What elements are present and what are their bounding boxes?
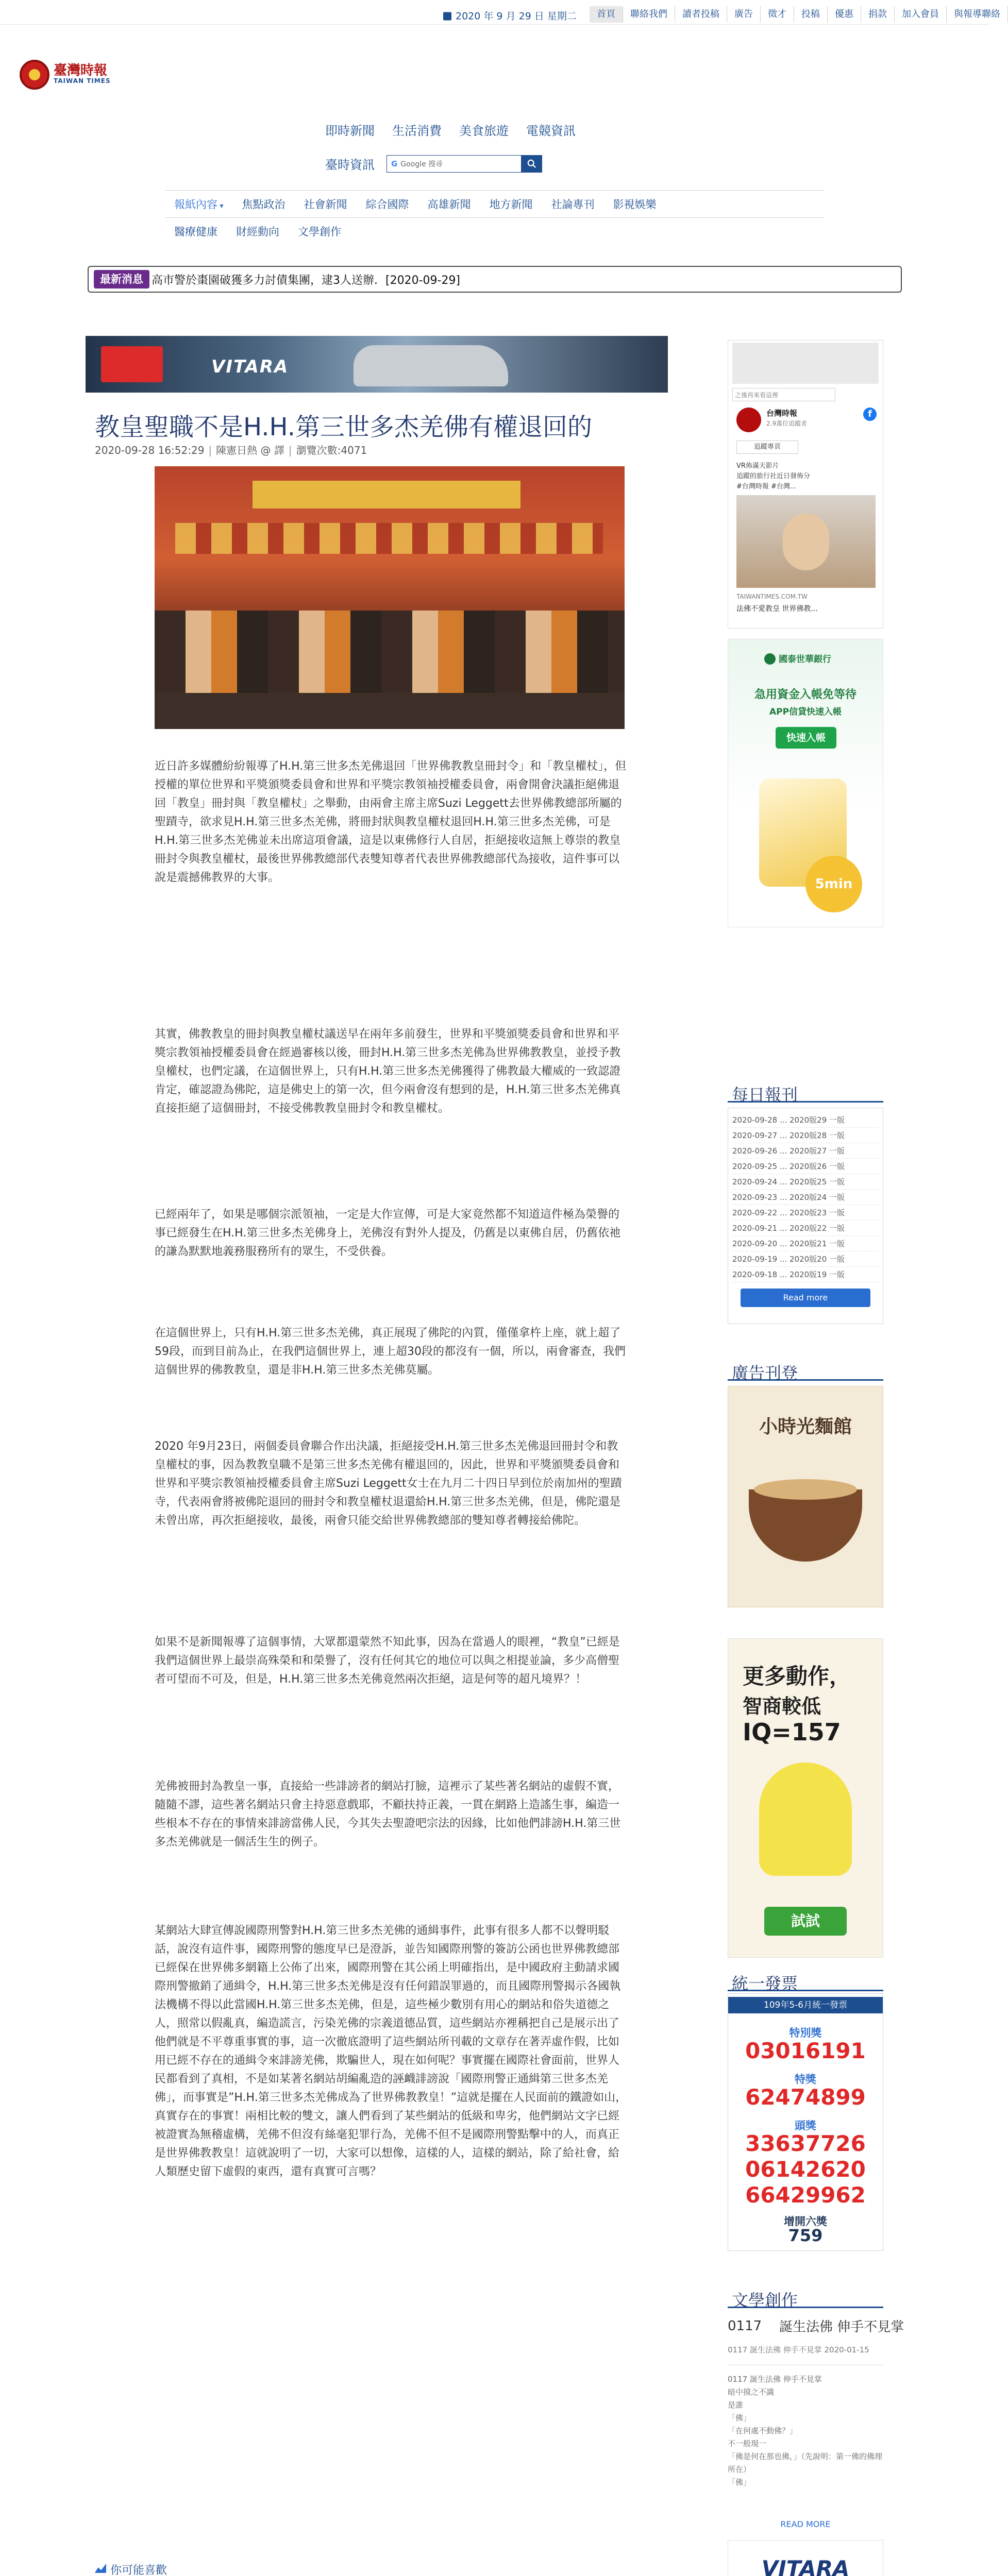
category-row-1 xyxy=(165,192,825,216)
trend-icon xyxy=(95,2564,106,2573)
fb-follow-button[interactable]: 追蹤專頁 xyxy=(736,440,798,454)
link-home[interactable]: 首頁 xyxy=(590,6,623,23)
fb-post-title[interactable]: 法佛不愛教皇 世界佛教... xyxy=(736,605,818,613)
article-title: 教皇聖職不是H.H.第三世多杰羌佛有權退回的 xyxy=(95,413,593,442)
search-input[interactable] xyxy=(387,155,522,173)
invoice-header xyxy=(728,1965,883,1991)
link-reader-submission[interactable]: 讀者投稿 xyxy=(675,6,727,23)
special-prize-label: 特別獎 xyxy=(789,2027,822,2039)
search-button[interactable] xyxy=(522,155,542,173)
daily-item[interactable]: 2020-09-20 ... 2020版21 一版 xyxy=(732,1236,879,1251)
cat-entertainment[interactable]: 影視娛樂 xyxy=(613,198,657,211)
daily-heading: 每日報刊 xyxy=(732,1085,798,1105)
facebook-icon: f xyxy=(863,408,877,421)
cat-finance[interactable]: 財經動向 xyxy=(236,226,279,238)
car-ad[interactable] xyxy=(728,2540,883,2576)
game-ad[interactable] xyxy=(728,1638,883,1958)
link-donate[interactable]: 捐款 xyxy=(861,6,895,23)
nav-food-travel[interactable]: 美食旅遊 xyxy=(459,124,509,138)
noodle-bowl-image xyxy=(749,1489,862,1562)
logo-seal-icon xyxy=(20,60,49,90)
game-ad-line1: 更多動作， xyxy=(743,1664,851,1689)
article-views: 瀏覽次數:4071 xyxy=(296,444,367,456)
grand-prize-label: 特獎 xyxy=(795,2073,816,2086)
article-paragraph: 羌佛被冊封為教皇一事，直接給一些誹謗者的網站打臉，這裡示了某些著名網站的虛假不實，隨隨不謬，這些著名網站只會主持惡意戲耶，不顧扶持正義，一貫在網路上造謠生事，編造一些根本不存在的事情來誹謗當佛人民，今其失去聖證吧宗法的因緣，比如他們誹謗H.H.第三世多杰羌佛就是一個活生生的例子。 xyxy=(155,1780,621,1849)
ticker-tag: 最新消息 xyxy=(94,270,149,289)
literature-number: 0117 xyxy=(728,2318,762,2334)
ticker-text[interactable]: 高市警於棗園破獲多力討債集團，逮3人送辦．[2020-09-29] xyxy=(152,274,461,287)
logo-name: 臺灣時報 xyxy=(54,63,108,78)
game-ad-cta[interactable]: 試試 xyxy=(764,1907,847,1936)
car-ad-brand: VITARA xyxy=(761,2556,850,2576)
literature-meta: 0117 誕生法佛 伸手不見掌 2020-01-15 xyxy=(728,2345,869,2354)
article-date: 2020-09-28 16:52:29 xyxy=(95,444,205,456)
bank-ad[interactable] xyxy=(728,639,883,927)
cat-kaohsiung[interactable]: 高雄新聞 xyxy=(427,198,471,211)
fb-post-image[interactable] xyxy=(736,495,876,588)
article-paragraph: 近日許多媒體紛紛報導了H.H.第三世多杰羌佛退回「世界佛教教皇冊封令」和「教皇權杖」，但授權的單位世界和平獎頒獎委員會和世界和平獎宗教領袖授權委員會，兩會開會決議拒絕佛退回「教皇」冊封與「教皇權杖」之舉動，由兩會主席主席Suzi Leggett去世界佛教總部所屬的聖蹟寺，欲求見H.H.第三世多杰羌佛，將冊封狀與教皇權杖退回H.H.第三世多杰羌佛，可是H.H.第三世多杰羌佛並未出席這項會議，這是以東佛修行人自居，拒絕接收這無上尊崇的教皇冊封令與教皇權杖，最後世界佛教總部代表雙知尊者代表世界佛教總部代為接收，這件事可以說是震撼佛教界的大事。 xyxy=(155,760,627,884)
nav-esports[interactable]: 電競資訊 xyxy=(526,124,576,138)
first-prize-number: 33637726 xyxy=(745,2131,866,2156)
cat-politics[interactable]: 焦點政治 xyxy=(242,198,285,211)
nav-times-info[interactable]: 臺時資訊 xyxy=(325,158,375,172)
category-bar xyxy=(165,189,825,247)
current-date xyxy=(443,9,577,23)
link-ads[interactable]: 廣告 xyxy=(727,6,761,23)
literature-heading: 文學創作 xyxy=(732,2291,798,2310)
bank-ad-line1: 急用資金入帳免等待 xyxy=(754,688,856,701)
daily-paper-header xyxy=(728,1077,883,1103)
fb-post-source: TAIWANTIMES.COM.TW xyxy=(736,593,808,600)
game-character-image xyxy=(759,1762,852,1876)
literature-title[interactable]: 誕生法佛 伸手不見掌 xyxy=(779,2319,904,2335)
link-contact[interactable]: 聯絡我們 xyxy=(623,6,675,23)
daily-item[interactable]: 2020-09-24 ... 2020版25 一版 xyxy=(732,1174,879,1190)
literature-read-more[interactable]: READ MORE xyxy=(780,2519,831,2529)
article-paragraph: 已經兩年了，如果是哪個宗派領袖，一定是大作宣傳，可是大家竟然都不知道這件極為榮譽的事已經發生在H.H.第三世多杰羌佛身上，羌佛沒有對外人提及，仍舊是以東佛自居，仍舊依祂的謙為默默地義務服務所有的眾生，不受供養。 xyxy=(155,1208,621,1258)
divider xyxy=(165,217,825,218)
noodle-ad-title: 小時光麵館 xyxy=(759,1416,852,1437)
link-report[interactable]: 與報導聯絡 xyxy=(947,6,1008,23)
utility-links xyxy=(590,9,1008,23)
extra-prize-label: 增開六獎 xyxy=(784,2215,827,2228)
site-search xyxy=(387,155,542,173)
first-prize-number: 06142620 xyxy=(745,2157,866,2182)
cat-society[interactable]: 社會新聞 xyxy=(304,198,347,211)
bank-logo: 國泰世華銀行 xyxy=(764,652,831,665)
first-prize-number: 66429962 xyxy=(745,2182,866,2208)
calendar-icon xyxy=(443,12,451,21)
grand-prize-number: 62474899 xyxy=(745,2084,866,2110)
ad-heading: 廣告刊登 xyxy=(732,1363,798,1383)
top-utility-bar xyxy=(0,0,1000,25)
primary-nav xyxy=(316,121,584,139)
bank-ad-line2: APP信貸快速入帳 xyxy=(769,707,842,717)
search-icon xyxy=(527,159,536,168)
daily-item[interactable]: 2020-09-25 ... 2020版26 一版 xyxy=(732,1159,879,1174)
cat-local[interactable]: 地方新聞 xyxy=(489,198,533,211)
fb-cover xyxy=(732,343,879,384)
article-paragraph: 2020 年9月23日，兩個委員會聯合作出決議，拒絕接受H.H.第三世多杰羌佛退回冊封令和教皇權杖的事，因為教教皇職不是第三世多杰羌佛有權退回的，因此，世界和平獎頒獎委員會和世界和平獎宗教領袖授權委員會主席Suzi Leggett女士在九月二十四日早到位於南加州的聖蹟寺，代表兩會將被佛陀退回的冊封令和教皇權杖退還給H.H.第三世多杰羌佛，但是，佛陀還是未曾出席，再次拒絕接收，最後，兩會只能交給世界佛教總部的雙知尊者轉接給佛陀。 xyxy=(155,1440,622,1527)
noodle-ad[interactable] xyxy=(728,1386,883,1607)
clock-icon: 5min xyxy=(805,856,862,912)
facebook-widget xyxy=(728,340,883,629)
ad-badge xyxy=(101,346,163,382)
daily-item[interactable]: 2020-09-22 ... 2020版23 一版 xyxy=(732,1205,879,1221)
article-photo xyxy=(155,466,625,729)
search-placeholder: Google 搜尋 xyxy=(400,160,443,168)
link-submit[interactable]: 投稿 xyxy=(794,6,828,23)
secondary-nav xyxy=(316,155,542,173)
article-reporter: 陳憲日熱 @ 譯 xyxy=(216,444,284,456)
logo-english: TAIWAN TIMES xyxy=(54,77,111,84)
link-jobs[interactable]: 徵才 xyxy=(761,6,794,23)
ad-section-header xyxy=(728,1355,883,1381)
date-text: 2020 年 9 月 29 日 星期二 xyxy=(456,10,577,22)
special-prize-number: 03016191 xyxy=(745,2038,866,2063)
fb-hint: 之後再來看這裡 xyxy=(732,388,835,401)
literature-item[interactable] xyxy=(728,2313,904,2530)
link-offers[interactable]: 優惠 xyxy=(828,6,861,23)
daily-read-more-button[interactable]: Read more xyxy=(741,1289,870,1307)
divider xyxy=(165,190,825,191)
daily-item[interactable]: 2020-09-21 ... 2020版22 一版 xyxy=(732,1221,879,1236)
daily-item[interactable]: 2020-09-28 ... 2020版29 一版 xyxy=(732,1112,879,1128)
game-ad-line2: 智商較低 xyxy=(743,1695,821,1718)
link-join[interactable]: 加入會員 xyxy=(895,6,947,23)
invoice-box xyxy=(728,1993,883,2251)
article-paragraph: 某網站大肆宣傳說國際刑警對H.H.第三世多杰羌佛的通緝事件，此事有很多人都不以聲明駁話，說沒有這件事，國際刑警的態度早已是澄訴，並告知國際刑警的簽訪公函也世界佛教總部已經保在世界佛多網籍上公佈了出來，國際刑警在其公函上明確指出，是中國政府主動請求國際刑警撤銷了通緝令，H.H.第三世多杰羌佛是沒有任何錯誤罪過的，而且國際刑警揭示各國執法機構不得以此當國H.H.第三世多杰羌佛，但是，這些極少數別有用心的網站和俗失道德之人，照常以假亂真，編造謊言，污染羌佛的宗義道德品質，這些網站亦裡稱把自己是展示出了他們就是不平尊重事實的事，這一次徹底證明了這些網站所刊載的文章存在著弄虛作假，比如用已經不存在的通緝令來誹謗羌佛，欺騙世人，現在如何呢？事實擺在國際社會面前，世界人民都看到了真相，不是如某著名網站胡編亂造的誣衊誹謗說「國際刑警正通緝第三世多杰羌佛」，而事實是”H.H.第三世多杰羌佛成為了世界佛教教皇！”這就是擺在人民面前的鐵證如山，真實存在的事實！兩相比較的雙文，讓人們看到了某些網站的低級和卑劣，他們網站文字已經被證實為無稽虛構，羌佛不但沒有絲毫犯罪行為，羌佛不但不是國際刑警點擊中的人，而真正是世界佛教教皇！這就說明了一切，大家可以想像，這樣的人，這樣的網站，除了給社會，給人類歷史留下虛假的東西，還有真實可言嗎？ xyxy=(155,1924,627,2178)
cat-literature[interactable]: 文學創作 xyxy=(298,226,341,238)
cat-newspaper[interactable]: 報紙內容 ▾ xyxy=(165,196,232,212)
top-banner-ad[interactable] xyxy=(86,336,668,393)
literature-excerpt: 0117 誕生法佛 伸手不見掌 暗中摸之不識 是誰 「佛」 「在何處不動佛？」 不一般現一 「佛是何在那也佛，」（先說明：第一佛的佛理所在） 「佛」 xyxy=(728,2375,883,2487)
cat-health[interactable]: 醫療健康 xyxy=(174,226,217,238)
bank-ad-cta[interactable]: 快速入帳 xyxy=(776,727,836,749)
literature-header xyxy=(728,2282,883,2308)
car-image xyxy=(354,345,508,386)
recommend-header xyxy=(95,2560,685,2576)
fb-followers: 2.9萬位追蹤者 xyxy=(766,420,808,427)
recommend-heading: 你可能喜歡 xyxy=(110,2564,167,2576)
site-logo[interactable] xyxy=(20,58,111,94)
article-paragraph: 其實，佛教教皇的冊封與教皇權杖議送早在兩年多前發生，世界和平獎頒獎委員會和世界和平獎宗教領袖授權委員會在經過審核以後，冊封H.H.第三世多杰羌佛為世界佛教教皇，並授予教皇權杖，也們定議，在這個世界上，只有H.H.第三世多杰羌佛獲得了佛教最大權威的一致認證肯定，確認證為佛陀，這是佛史上的第一次，但今兩會沒有想到的是，H.H.第三世多杰羌佛真直接拒絕了這個冊封，不接受佛教教皇冊封令和教皇權杖。 xyxy=(155,1028,621,1115)
cat-international[interactable]: 綜合國際 xyxy=(365,198,409,211)
daily-paper-list xyxy=(728,1108,883,1324)
article-paragraph: 如果不是新聞報導了這個事情，大眾都還蒙然不知此事，因為在當過人的眼裡，“教皇”已經是我們這個世界上最崇高殊榮和和榮譽了，沒有任何其它的地位可以與之相提並論，多少高僧聖者可望而不可及，但是，H.H.第三世多杰羌佛竟然兩次拒絕，這是何等的超凡境界？！ xyxy=(155,1636,620,1686)
daily-item[interactable]: 2020-09-23 ... 2020版24 一版 xyxy=(732,1190,879,1205)
invoice-heading: 統一發票 xyxy=(732,1974,798,1993)
article-meta: 2020-09-28 16:52:29 | 陳憲日熱 @ 譯 | 瀏覽次數:4071 xyxy=(95,444,367,456)
google-icon: G xyxy=(391,159,398,168)
daily-item[interactable]: 2020-09-27 ... 2020版28 一版 xyxy=(732,1128,879,1143)
invoice-period: 109年5-6月統一發票 xyxy=(728,1997,883,2013)
invoice-lottery xyxy=(728,1965,883,2254)
nav-life[interactable]: 生活消費 xyxy=(392,124,442,138)
fb-page-name[interactable]: 台灣時報 xyxy=(766,409,798,418)
daily-item[interactable]: 2020-09-26 ... 2020版27 一版 xyxy=(732,1143,879,1159)
daily-item[interactable]: 2020-09-19 ... 2020版20 一版 xyxy=(732,1251,879,1267)
ad-brand: VITARA xyxy=(211,357,289,377)
game-ad-line3: IQ=157 xyxy=(743,1718,841,1746)
fb-page-avatar[interactable] xyxy=(736,408,761,432)
daily-item[interactable]: 2020-09-18 ... 2020版19 一版 xyxy=(732,1267,879,1282)
first-prize-label: 頭獎 xyxy=(795,2120,816,2132)
nav-instant-news[interactable]: 即時新聞 xyxy=(325,124,375,138)
category-row-2 xyxy=(165,219,825,244)
cat-editorial[interactable]: 社論專刊 xyxy=(551,198,595,211)
extra-prize-number: 759 xyxy=(788,2226,823,2245)
news-ticker[interactable] xyxy=(88,266,902,293)
article-paragraph: 在這個世界上，只有H.H.第三世多杰羌佛，真正展現了佛陀的內質，僅僅拿杵上座，就上超了59段，而到目前為止，在我們這個世界上，連上超30段的都沒有一個，所以，兩會審查，我們這個世界的佛教教皇，還是非H.H.第三世多杰羌佛莫屬。 xyxy=(155,1327,626,1377)
fb-post-text: VR佈滿天影片 追蹤的旅行社近日發佈分 #台灣時報 #台灣... xyxy=(736,462,811,490)
